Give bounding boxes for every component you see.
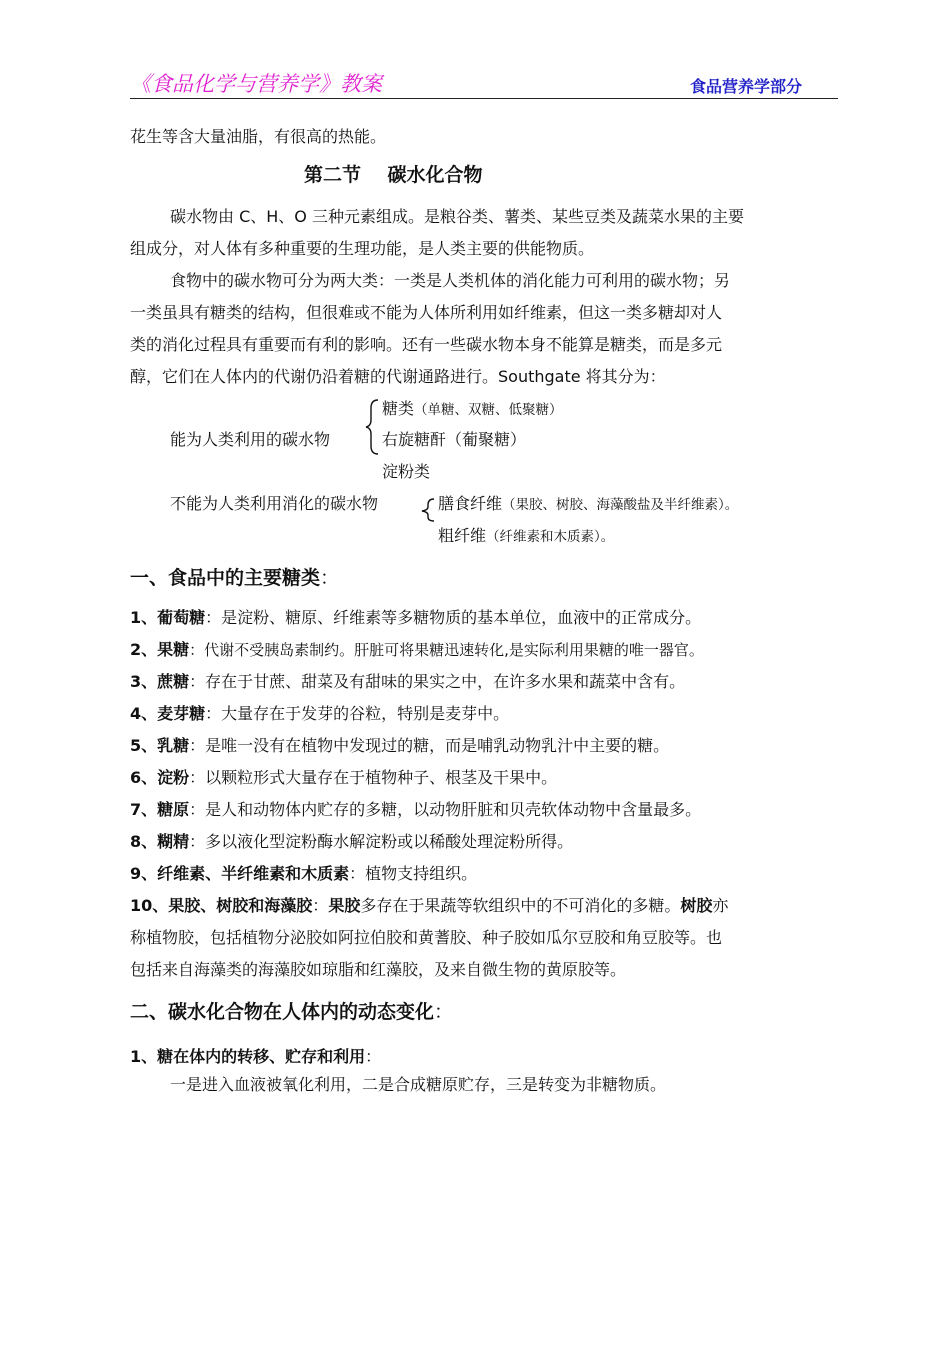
sugar-item-7: 7、糖原：是人和动物体内贮存的多糖，以动物肝脏和贝壳软体动物中含量最多。 xyxy=(130,800,702,819)
heading-main-sugars: 一、食品中的主要糖类： xyxy=(130,567,340,589)
header-section: 食品营养学部分 xyxy=(690,77,803,96)
para1-line1: 碳水物由 C、H、O 三种元素组成。是粮谷类、薯类、某些豆类及蔬菜水果的主要 xyxy=(170,207,744,226)
unusable-item-2: 粗纤维（纤维素和木质素）。 xyxy=(438,526,615,545)
sugar-item-5: 5、乳糖：是唯一没有在植物中发现过的糖，而是哺乳动物乳汁中主要的糖。 xyxy=(130,736,670,755)
sugar-item-4: 4、麦芽糖：大量存在于发芽的谷粒，特别是麦芽中。 xyxy=(130,704,510,723)
subheading-transfer-storage: 1、糖在体内的转移、贮存和利用： xyxy=(130,1047,382,1066)
intro-tail: 花生等含大量油脂，有很高的热能。 xyxy=(130,127,387,146)
sugar-item-2: 2、果糖：代谢不受胰岛素制约。肝脏可将果糖迅速转化,是实际利用果糖的唯一器官。 xyxy=(130,640,704,659)
para2-line4: 醇，它们在人体内的代谢仍沿着糖的代谢通路进行。Southgate 将其分为： xyxy=(130,367,666,386)
sugar-item-3: 3、蔗糖：存在于甘蔗、甜菜及有甜味的果实之中，在许多水果和蔬菜中含有。 xyxy=(130,672,686,691)
sugar-item-10-line2: 称植物胶，包括植物分泌胶如阿拉伯胶和黄蓍胶、种子胶如瓜尔豆胶和角豆胶等。也 xyxy=(130,928,723,947)
transfer-storage-body: 一是进入血液被氧化利用，二是合成糖原贮存，三是转变为非糖物质。 xyxy=(170,1075,667,1094)
header-title: 《食品化学与营养学》教案 xyxy=(130,72,382,96)
sugar-item-1: 1、葡萄糖：是淀粉、糖原、纤维素等多糖物质的基本单位，血液中的正常成分。 xyxy=(130,608,702,627)
section-title: 第二节 碳水化合物 xyxy=(304,164,483,186)
unusable-label: 不能为人类利用消化的碳水物 xyxy=(170,494,379,513)
sugar-item-8: 8、糊精：多以液化型淀粉酶水解淀粉或以稀酸处理淀粉所得。 xyxy=(130,832,574,851)
para2-line3: 类的消化过程具有重要而有利的影响。还有一些碳水物本身不能算是糖类，而是多元 xyxy=(130,335,723,354)
header-divider xyxy=(130,98,838,99)
usable-item-3: 淀粉类 xyxy=(382,462,431,481)
sugar-item-6: 6、淀粉：以颗粒形式大量存在于植物种子、根茎及干果中。 xyxy=(130,768,558,787)
sugar-item-10-line3: 包括来自海藻类的海藻胶如琼脂和红藻胶，及来自微生物的黄原胶等。 xyxy=(130,960,627,979)
para2-line1: 食物中的碳水物可分为两大类：一类是人类机体的消化能力可利用的碳水物；另 xyxy=(170,271,731,290)
para2-line2: 一类虽具有糖类的结构，但很难或不能为人体所利用如纤维素，但这一类多糖却对人 xyxy=(130,303,723,322)
sugar-item-10-line1: 10、果胶、树胶和海藻胶：果胶多存在于果蔬等软组织中的不可消化的多糖。树胶亦 xyxy=(130,896,729,915)
sugar-item-9: 9、纤维素、半纤维素和木质素：植物支持组织。 xyxy=(130,864,478,883)
unusable-item-1: 膳食纤维（果胶、树胶、海藻酸盐及半纤维素）。 xyxy=(438,494,739,513)
para1-line2: 组成分，对人体有多种重要的生理功能，是人类主要的供能物质。 xyxy=(130,239,595,258)
heading-dynamic-changes: 二、碳水化合物在人体内的动态变化： xyxy=(130,1001,454,1023)
unusable-brace xyxy=(420,497,436,523)
usable-item-1: 糖类（单糖、双糖、低聚糖） xyxy=(382,399,563,418)
usable-label: 能为人类利用的碳水物 xyxy=(170,430,331,449)
usable-item-2: 右旋糖酐（葡聚糖） xyxy=(382,430,527,449)
usable-brace xyxy=(364,398,380,456)
